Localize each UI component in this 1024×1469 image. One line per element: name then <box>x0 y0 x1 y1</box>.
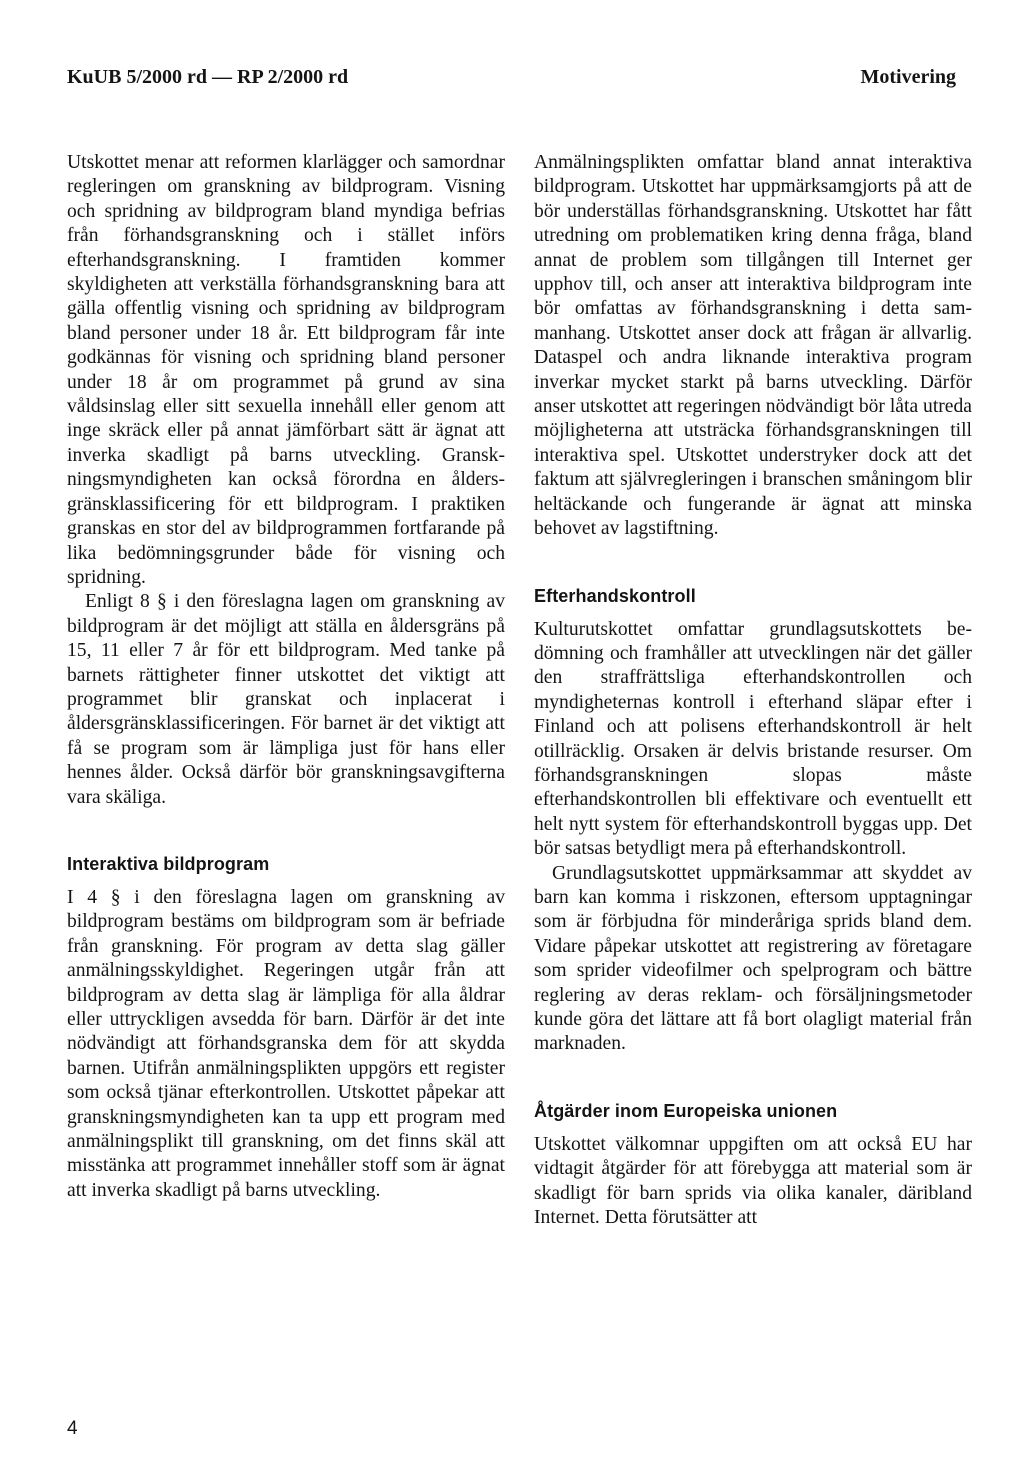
paragraph-exempt-programs: I 4 § i den föreslagna lagen om granskning av bildprogram bestäms om bildprogram som är befriade från granskning. För program av detta slag gäller anmälningsskyldighet. Regeringen utgår från att bildprogram av detta slag är lämpliga för alla åldrar eller uttryckligen avsedda för barn. Därför är det inte nödvändigt att förhandsgranska dem för att skydda barnen. Utifrån anmälningsplikten uppgörs ett register som också tjänar efterkontrollen. Utskottet påpekar att granskningsmyndigheten kan ta upp ett program med anmälningsplikt till granskning, om det finns skäl att misstänka att programmet innehåller stoff som är ägnat att inverka skadligt på barns utveckling. <box>67 886 505 1201</box>
page-number: 4 <box>67 1418 78 1439</box>
heading-efterhandskontroll: Efterhandskontroll <box>534 585 696 606</box>
right-column <box>534 151 972 1230</box>
paragraph-post-control: Kulturutskottet omfattar grundlagsutskottets bedömning och framhåller att utvecklingen när det gäller den straffrättsliga efterhandskontrollen och myndigheternas kontroll i efterhand släpar efter i Finland och att polisens efterhandskontroll är helt otillräcklig. Orsaken är delvis bristande resurser. Om förhandsgranskningen slopas måste efterhandskontrollen bli effektivare och eventuellt ett helt nytt system för efterhandskontroll byggas upp. Det bör satsas betydligt mera på efterhandskontroll. <box>534 618 972 860</box>
section-title: Motivering <box>860 66 956 88</box>
heading-interaktiva-bildprogram: Interaktiva bildprogram <box>67 853 270 874</box>
document-reference: KuUB 5/2000 rd — RP 2/2000 rd <box>67 66 349 88</box>
paragraph-notification-duty: Anmälningsplikten omfattar bland annat interaktiva bildprogram. Utskottet har uppmärksamgjorts på att de bör underställas förhandsgranskning. Utskottet har fått utredning om problematiken kring denna fråga, bland annat de problem som tillgången till Internet ger upphov till, och anser att interaktiva bildprogram inte bör omfattas av förhandsgranskning i detta sammanhang. Utskottet anser dock att frågan är allvarlig. Dataspel och andra liknande interaktiva program inverkar mycket starkt på barns utveckling. Därför anser utskottet att regeringen nödvändigt bör låta utreda möjligheterna att utsträcka förhandsgranskningen till interaktiva spel. Utskottet understryker dock att det faktum att självregleringen i branschen småningom blir heltäckande och fungerande är ägnat att minska behovet av lagstiftning. <box>534 152 972 540</box>
heading-atgarder-eu: Åtgärder inom Europeiska unionen <box>534 1100 838 1121</box>
paragraph-eu-measures: Utskottet välkomnar uppgiften om att också EU har vidtagit åtgärder för att förebygga att material som är skadligt för barn sprids via olika kanaler, däribland Internet. Detta förutsätter att <box>534 1133 972 1229</box>
page-header <box>67 66 956 96</box>
left-column <box>67 151 505 1203</box>
paragraph-age-limits: Enligt 8 § i den föreslagna lagen om granskning av bildprogram är det möjligt att ställa en åldersgräns på 15, 11 eller 7 år för ett bildprogram. Med tanke på barnets rättigheter finner utskottet det viktigt att programmet blir granskat och inplacerat i åldersgränsklassificeringen. För barnet är det viktigt att få se program som är lämpliga just för hans eller hennes ålder. Också därför bör granskningsavgifterna vara skäliga. <box>67 591 505 808</box>
paragraph-reform: Utskottet menar att reformen klarlägger och samordnar regleringen om granskning av bildprogram. Visning och spridning av bildprogram bland myndiga befrias från förhandsgranskning och i stället införs efterhandsgranskning. I framtiden kommer skyldigheten att verkställa förhandsgranskning bara att gälla offentlig visning och spridning av bildprogram bland personer under 18 år. Ett bildprogram får inte godkännas för visning och spridning bland personer under 18 år om programmet på grund av sina våldsinslag eller sitt sexuella innehåll eller genom att inge skräck eller på annat jämförbart sätt är ägnat att inverka skadligt på barns utveckling. Granskningsmyndigheten kan också förordna en åldersgränsklassificering för ett bildprogram. I praktiken granskas en stor del av bildprogrammen fortfarande på lika bedömningsgrunder både för visning och spridning. <box>67 152 505 588</box>
paragraph-child-protection: Grundlagsutskottet uppmärksammar att skyddet av barn kan komma i riskzonen, eftersom upptagningar som är förbjudna för minderåriga sprids bland dem. Vidare påpekar utskottet att registrering av företagare som sprider videofilmer och spelprogram och bättre reglering av deras reklam- och försäljningsmetoder kunde göra det lättare att få bort olagligt material från marknaden. <box>534 862 972 1055</box>
